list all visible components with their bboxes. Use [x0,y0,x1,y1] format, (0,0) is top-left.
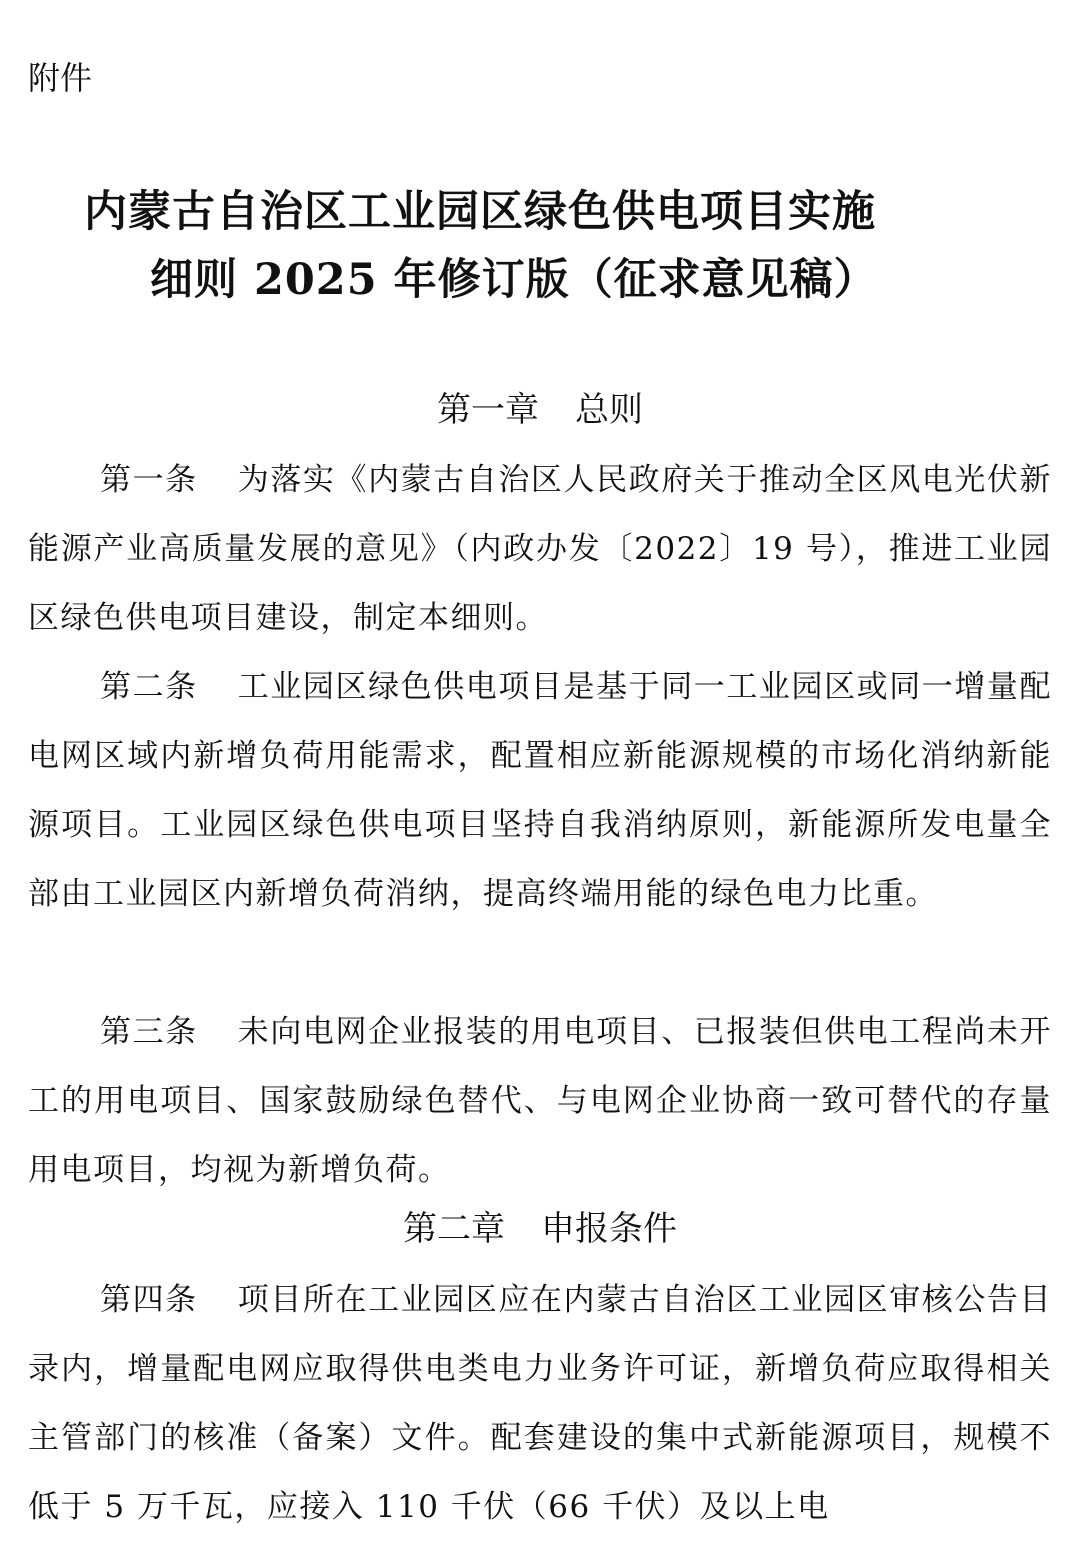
article-number: 第一条 [100,462,198,498]
article-text: 未向电网企业报装的用电项目、已报装但供电工程尚未开工的用电项目、国家鼓励绿色替代、与电网企业协商一致可替代的存量用电项目，均视为新增负荷。 [28,1014,1053,1188]
chapter-title: 申报条件 [541,1209,677,1249]
chapter-number: 第二章 [403,1209,505,1249]
article-text: 为落实《内蒙古自治区人民政府关于推动全区风电光伏新能源产业高质量发展的意见》（内政办发〔2022〕19 号），推进工业园区绿色供电项目建设，制定本细则。 [28,462,1053,636]
document-title [0,178,1080,314]
chapter-number: 第一章 [437,390,539,430]
article-1 [28,446,1052,653]
document-title-line-2: 细则 2025 年修订版（征求意见稿） [150,255,878,305]
article-3 [28,998,1052,1205]
chapter-title: 总则 [575,390,643,430]
chapter-heading-2 [0,1207,1080,1251]
document-title-line-1: 内蒙古自治区工业园区绿色供电项目实施 [84,187,876,237]
chapter-heading-1 [0,388,1080,432]
article-number: 第二条 [100,669,198,705]
article-number: 第四条 [100,1282,198,1318]
article-text: 项目所在工业园区应在内蒙古自治区工业园区审核公告目录内，增量配电网应取得供电类电力业务许可证，新增负荷应取得相关主管部门的核准（备案）文件。配套建设的集中式新能源项目，规模不低于 5 万千瓦，应接入 110 千伏（66 千伏）及以上电 [28,1282,1053,1525]
attachment-label: 附件 [28,59,93,97]
article-2 [28,653,1052,929]
article-text: 工业园区绿色供电项目是基于同一工业园区或同一增量配电网区域内新增负荷用能需求，配置相应新能源规模的市场化消纳新能源项目。工业园区绿色供电项目坚持自我消纳原则，新能源所发电量全部由工业园区内新增负荷消纳，提高终端用能的绿色电力比重。 [28,669,1053,912]
article-number: 第三条 [100,1014,198,1050]
article-4 [28,1266,1052,1542]
